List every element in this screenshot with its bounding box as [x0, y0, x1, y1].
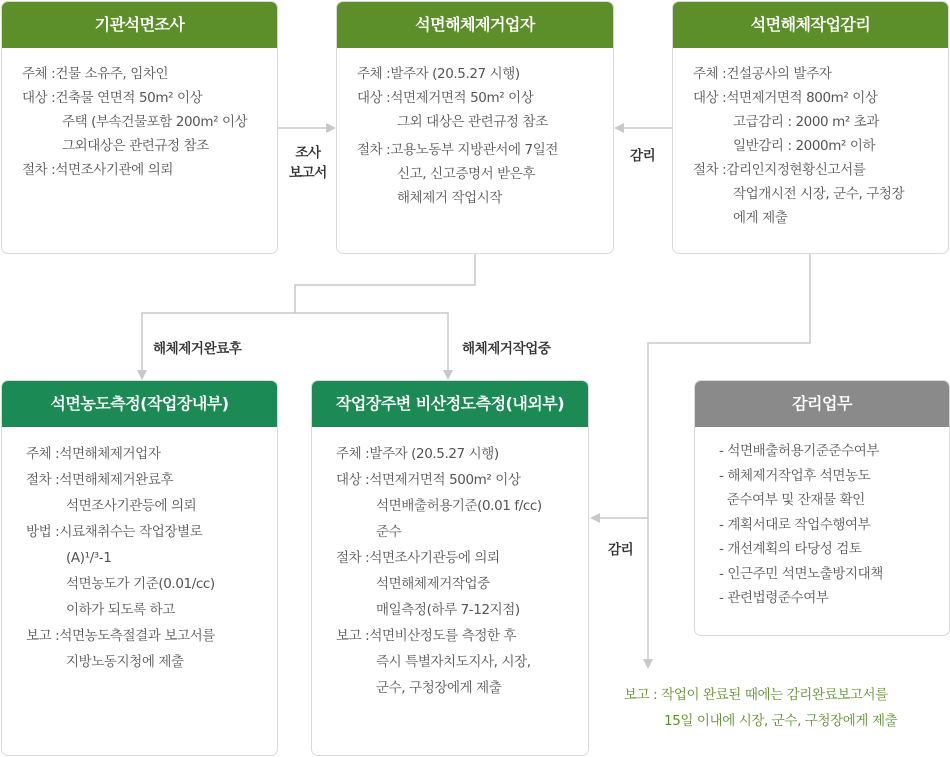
outside-measure-title: 작업장주변 비산정도측정(내외부) — [312, 381, 588, 427]
removal-line: 해체제거 작업시작 — [397, 190, 503, 206]
survey-line: 주택 (부속건물포함 200m² 이상 — [62, 114, 248, 130]
task-item: 준수여부 및 잔재물 확인 — [719, 492, 865, 508]
outside-line: 매일측정(하루 7-12지점) — [376, 602, 520, 618]
supervision-box — [672, 1, 949, 254]
survey-line: 대상 :건축물 연면적 50m² 이상 — [22, 90, 203, 106]
inside-measure-body — [2, 427, 277, 675]
outside-line: 주체 :발주자 (20.5.27 시행) — [336, 446, 499, 462]
removal-line: 주체 :발주자 (20.5.27 시행) — [357, 66, 520, 82]
survey-report-label: 조사 보고서 — [289, 145, 327, 181]
arrow-removal-to-inside — [142, 254, 475, 378]
supervision-line: 절차 :감리인지정현황신고서를 — [693, 162, 866, 178]
supervision-line: 주체 :건설공사의 발주자 — [693, 66, 832, 82]
inside-line: 보고 :석면농도측절결과 보고서를 — [26, 628, 215, 644]
removal-title: 석면해체제거업자 — [337, 2, 613, 48]
removal-box — [336, 1, 614, 254]
task-item: - 계획서대로 작업수행여부 — [719, 516, 871, 533]
removal-line: 그외 대상은 관련규정 참조 — [397, 114, 548, 130]
supervision-line: 에게 제출 — [733, 210, 788, 226]
outside-line: 즉시 특별자치도지사, 시장, — [376, 654, 531, 670]
outside-line: 군수, 구청장에게 제출 — [376, 680, 502, 696]
outside-line: 대상 :석면제거면적 500m² 이상 — [336, 472, 521, 488]
survey-line: 절차 :석면조사기관에 의뢰 — [22, 162, 173, 178]
inside-line: 석면농도가 기준(0.01/cc) — [66, 576, 215, 592]
inside-line: 석면조사기관등에 의뢰 — [66, 498, 197, 514]
outside-line: 보고 :석면비산정도를 측정한 후 — [336, 628, 517, 644]
inside-line: 방법 :시료채취수는 작업장별로 — [26, 524, 203, 540]
outside-line: 절차 :석면조사기관등에 의뢰 — [336, 550, 500, 566]
supervision-body — [673, 48, 948, 230]
supervision-tasks-title: 감리업무 — [695, 381, 949, 427]
supervision-tasks-body — [695, 427, 949, 611]
supervision-tasks-box — [694, 380, 950, 636]
removal-line: 신고, 신고증명서 받은후 — [397, 166, 536, 182]
inside-line: 절차 :석면해체제거완료후 — [26, 472, 174, 488]
supervision-line: 일반감리 : 2000m² 이하 — [733, 138, 876, 154]
outside-line: 석면해체제거작업중 — [376, 576, 490, 592]
outside-line: 준수 — [376, 524, 402, 540]
supervision-line: 작업개시전 시장, 군수, 구청장 — [733, 186, 905, 202]
inside-line: 지방노동지청에 제출 — [66, 654, 184, 670]
inside-line: 이하가 되도록 하고 — [66, 602, 175, 618]
inside-line: 주체 :석면해체제거업자 — [26, 446, 161, 462]
during-work-label: 해체제거작업중 — [462, 341, 551, 357]
inside-line: (A)¹/³-1 — [66, 550, 112, 566]
survey-box — [1, 1, 278, 254]
survey-line: 주체 :건물 소유주, 임차인 — [22, 66, 169, 82]
survey-body — [2, 48, 277, 182]
removal-line: 절차 :고용노동부 지방관서에 7일전 — [357, 142, 558, 158]
supervision-top-label: 감리 — [630, 148, 656, 164]
task-item: - 인근주민 석면노출방지대책 — [719, 565, 883, 582]
removal-body — [337, 48, 613, 210]
supervision-line: 고급감리 : 2000 m² 초과 — [733, 114, 880, 130]
inside-measure-title: 석면농도측정(작업장내부) — [2, 381, 277, 427]
outside-measure-body — [312, 427, 588, 701]
supervision-title: 석면해체작업감리 — [673, 2, 948, 48]
outside-measure-box — [311, 380, 589, 756]
report-note-line2: 15일 이내에 시장, 군수, 구청장에게 제출 — [664, 713, 898, 729]
outside-line: 석면배출허용기준(0.01 f/cc) — [376, 498, 542, 514]
after-completion-label: 해체제거완료후 — [153, 341, 242, 357]
report-note-line1: 보고 : 작업이 완료된 때에는 감리완료보고서를 — [624, 687, 888, 703]
survey-title: 기관석면조사 — [2, 2, 277, 48]
survey-line: 그외대상은 관련규정 참조 — [62, 138, 209, 154]
task-item: - 해체제거작업후 석면농도 — [719, 467, 871, 484]
task-item: - 석면배출허용기준준수여부 — [719, 443, 880, 459]
inside-measure-box — [1, 380, 278, 756]
supervision-bottom-label: 감리 — [608, 542, 634, 558]
task-item: - 관련법령준수여부 — [719, 590, 829, 606]
supervision-line: 대상 :석면제거면적 800m² 이상 — [693, 90, 878, 106]
task-item: - 개선계획의 타당성 검토 — [719, 541, 862, 557]
removal-line: 대상 :석면제거면적 50m² 이상 — [357, 90, 534, 106]
arrow-removal-to-outside — [295, 313, 448, 378]
